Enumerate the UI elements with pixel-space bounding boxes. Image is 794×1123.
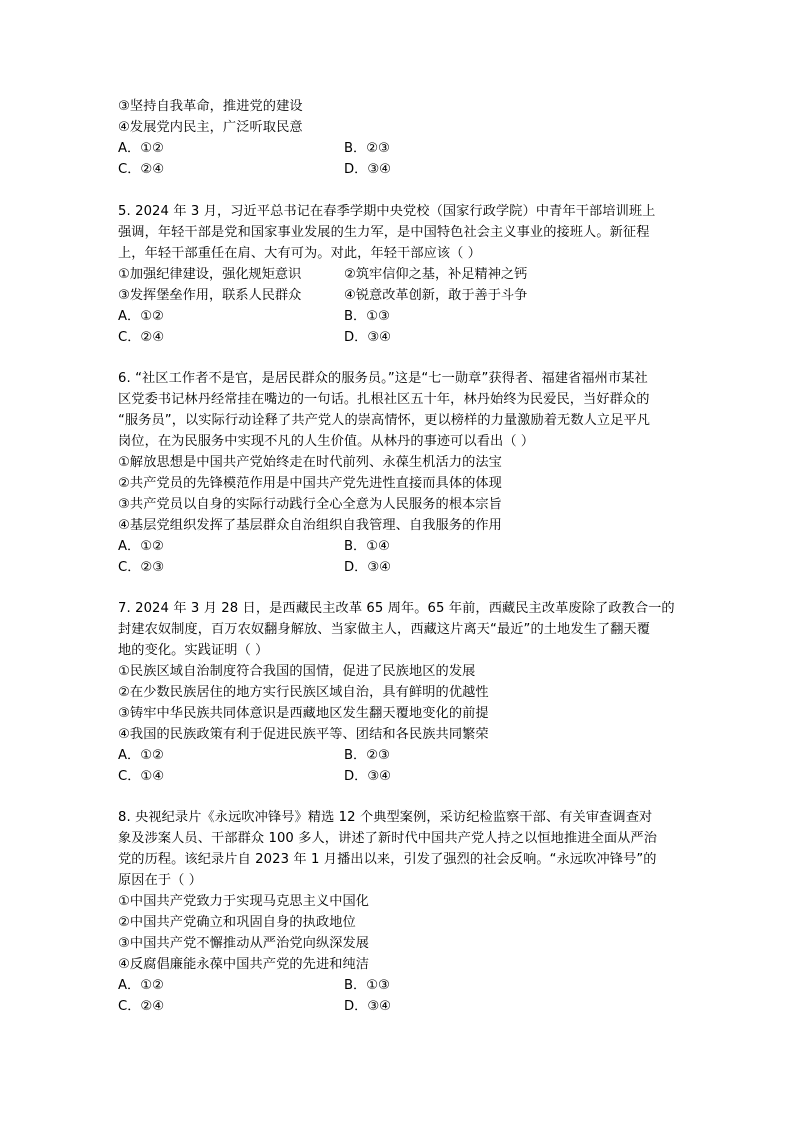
q5-stem-line-3: 上，年轻干部重任在肩、大有可为。对此，年轻干部应该（ ） xyxy=(118,246,482,261)
q5-statement-2: ②筑牢信仰之基，补足精神之钙 xyxy=(344,267,528,282)
q7-stem-line-2: 封建农奴制度，百万农奴翻身解放、当家做主人，西藏这片离天“最近”的土地发生了翻天覆 xyxy=(118,622,651,637)
q4-option-d: D．③④ xyxy=(344,162,391,177)
q5-statements-row-2 xyxy=(118,286,678,306)
q4-option-a: A．①② xyxy=(118,141,164,156)
q5-options-row-1 xyxy=(118,307,678,327)
q6-stem-line-1: 6. “社区工作者不是官，是居民群众的服务员。”这是“七一勋章”获得者、福建省福州市某社 xyxy=(118,371,648,386)
q7-options-row-1 xyxy=(118,746,678,766)
q6-statement-2: ②共产党员的先锋模范作用是中国共产党先进性直接而具体的体现 xyxy=(118,476,502,491)
q8-statement-4: ④反腐倡廉能永葆中国共产党的先进和纯洁 xyxy=(118,957,370,972)
q5-option-b: B．①③ xyxy=(344,309,390,324)
q6-option-b: B．①④ xyxy=(344,539,390,554)
q6-stem-line-4: 岗位，在为民服务中实现不凡的人生价值。从林丹的事迹可以看出（ ） xyxy=(118,434,535,449)
q6-stem-line-2: 区党委书记林丹经常挂在嘴边的一句话。扎根社区五十年，林丹始终为民爱民，当好群众的 xyxy=(118,392,650,407)
q7-option-a: A．①② xyxy=(118,748,164,763)
q6-statement-3: ③共产党员以自身的实际行动践行全心全意为人民服务的根本宗旨 xyxy=(118,497,502,512)
q6-statement-4: ④基层党组织发挥了基层群众自治组织自我管理、自我服务的作用 xyxy=(118,518,502,533)
q7-statement-4: ④我国的民族政策有利于促进民族平等、团结和各民族共同繁荣 xyxy=(118,727,489,742)
q8-option-d: D．③④ xyxy=(344,999,391,1014)
q5-statement-4: ④锐意改革创新，敢于善于斗争 xyxy=(344,288,528,303)
q5-stem-line-1: 5. 2024 年 3 月，习近平总书记在春季学期中央党校（国家行政学院）中青年干部培训班上 xyxy=(118,204,656,219)
q8-option-c: C．②④ xyxy=(118,999,165,1014)
q6-options-row-2 xyxy=(118,558,678,578)
q5-options-row-2 xyxy=(118,328,678,348)
q4-options-row-1 xyxy=(118,139,678,159)
q6-option-c: C．②③ xyxy=(118,560,165,575)
q7-statement-2: ②在少数民族居住的地方实行民族区域自治，具有鲜明的优越性 xyxy=(118,685,489,700)
q6-stem-line-3: “服务员”，以实际行动诠释了共产党人的崇高情怀，更以榜样的力量激励着无数人立足平凡 xyxy=(118,413,651,428)
q4-statement-3: ③坚持自我革命，推进党的建设 xyxy=(118,99,303,114)
q4-option-b: B．②③ xyxy=(344,141,390,156)
q6-options-row-1 xyxy=(118,537,678,557)
q8-statement-2: ②中国共产党确立和巩固自身的执政地位 xyxy=(118,915,356,930)
q8-option-a: A．①② xyxy=(118,978,164,993)
q5-statement-3: ③发挥堡垒作用，联系人民群众 xyxy=(118,288,302,303)
q5-statement-1: ①加强纪律建设，强化规矩意识 xyxy=(118,267,302,282)
q4-option-c: C．②④ xyxy=(118,162,165,177)
q8-stem-line-3: 党的历程。该纪录片自 2023 年 1 月播出以来，引发了强烈的社会反响。“永远吹冲锋号”的 xyxy=(118,852,657,867)
q5-stem-line-2: 强调，年轻干部是党和国家事业发展的生力军，是中国特色社会主义事业的接班人。新征程 xyxy=(118,225,650,240)
q5-option-d: D．③④ xyxy=(344,330,391,345)
q7-options-row-2 xyxy=(118,767,678,787)
q4-statement-4: ④发展党内民主，广泛听取民意 xyxy=(118,120,303,135)
q5-option-a: A．①② xyxy=(118,309,164,324)
q6-option-d: D．③④ xyxy=(344,560,391,575)
q8-option-b: B．①③ xyxy=(344,978,390,993)
q7-option-b: B．②③ xyxy=(344,748,390,763)
q6-statement-1: ①解放思想是中国共产党始终走在时代前列、永葆生机活力的法宝 xyxy=(118,455,502,470)
q8-statement-1: ①中国共产党致力于实现马克思主义中国化 xyxy=(118,894,370,909)
q7-option-d: D．③④ xyxy=(344,769,391,784)
q7-stem-line-3: 地的变化。实践证明（ ） xyxy=(118,643,269,658)
q5-statements-row-1 xyxy=(118,265,678,285)
q6-option-a: A．①② xyxy=(118,539,164,554)
q5-option-c: C．②④ xyxy=(118,330,165,345)
q8-stem-line-2: 象及涉案人员、干部群众 100 多人，讲述了新时代中国共产党人持之以恒地推进全面从严治 xyxy=(118,831,657,846)
q7-stem-line-1: 7. 2024 年 3 月 28 日，是西藏民主改革 65 周年。65 年前，西藏民主改革废除了政教合一的 xyxy=(118,601,675,616)
q8-stem-line-1: 8. 央视纪录片《永远吹冲锋号》精选 12 个典型案例，采访纪检监察干部、有关审查调查对 xyxy=(118,810,653,825)
q8-statement-3: ③中国共产党不懈推动从严治党向纵深发展 xyxy=(118,936,370,951)
q8-options-row-2 xyxy=(118,997,678,1017)
q7-option-c: C．①④ xyxy=(118,769,165,784)
q7-statement-1: ①民族区域自治制度符合我国的国情，促进了民族地区的发展 xyxy=(118,664,476,679)
q8-stem-line-4: 原因在于（ ） xyxy=(118,873,203,888)
q8-options-row-1 xyxy=(118,976,678,996)
q4-options-row-2 xyxy=(118,160,678,180)
q7-statement-3: ③铸牢中华民族共同体意识是西藏地区发生翻天覆地变化的前提 xyxy=(118,706,489,721)
